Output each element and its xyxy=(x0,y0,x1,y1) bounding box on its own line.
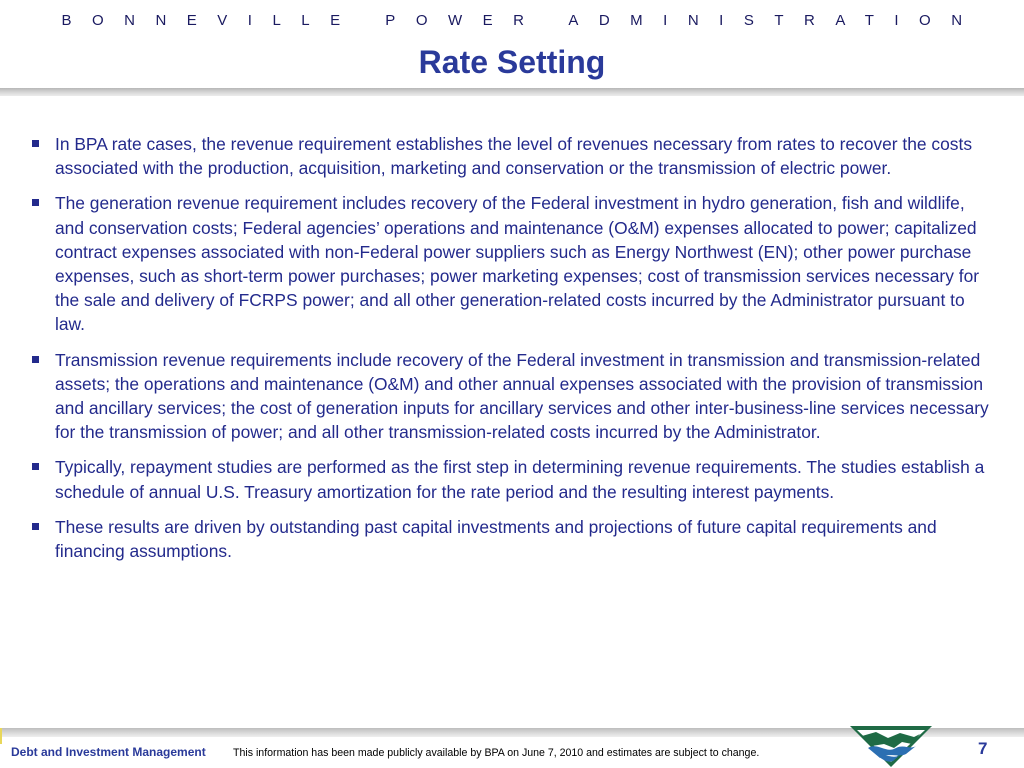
bullet-text: Transmission revenue requirements include recovery of the Federal investment in transmission and transmission-related assets; the operations and maintenance (O&M) and other annual expenses associated with the provision of transmission and ancillary services; the cost of generation inputs for ancillary services and other inter-business-line services necessary for the transmission of power; and all other transmission-related costs incurred by the Administrator. xyxy=(55,349,989,443)
page-number: 7 xyxy=(978,739,988,758)
footer-accent-mark xyxy=(0,728,2,744)
bullet-item xyxy=(32,515,992,563)
bullet-item xyxy=(32,348,992,445)
bullet-marker-icon xyxy=(32,463,39,470)
org-name-header: BONNEVILLE POWER ADMINISTRATION xyxy=(61,12,983,29)
slide-title: Rate Setting xyxy=(418,44,606,80)
bullet-marker-icon xyxy=(32,356,39,363)
bullet-marker-icon xyxy=(32,523,39,530)
bullet-marker-icon xyxy=(32,199,39,206)
footer-disclaimer: This information has been made publicly available by BPA on June 7, 2010 and estimates are subject to change. xyxy=(233,747,760,759)
bullet-text: Typically, repayment studies are performed as the first step in determining revenue requirements. The studies establish a schedule of annual U.S. Treasury amortization for the rate period and the resulting interest payments. xyxy=(55,457,985,502)
bullet-item xyxy=(32,132,992,180)
bullet-text: In BPA rate cases, the revenue requirement establishes the level of revenues necessary from rates to recover the costs associated with the production, acquisition, marketing and conservation or the transmission of electric power. xyxy=(55,134,973,179)
bullet-text: These results are driven by outstanding past capital investments and projections of future capital requirements and financing assumptions. xyxy=(55,516,937,562)
bullet-text: The generation revenue requirement includes recovery of the Federal investment in hydro generation, fish and wildlife, and conservation costs; Federal agencies’ operations and maintenance (O&M) expenses allocated to power; capitalized contract expenses associated with non-Federal power suppliers such as Energy Northwest (EN); other power purchase expenses, such as short-term power purchases; power marketing expenses; cost of transmission services necessary for the sale and delivery of FCRPS power; and all other generation-related costs incurred by the Administrator pursuant to law. xyxy=(55,193,980,335)
bullet-item xyxy=(32,455,992,503)
bullet-item xyxy=(32,191,992,336)
bpa-logo-icon xyxy=(848,724,934,768)
footer-department: Debt and Investment Management xyxy=(11,745,206,759)
bullet-marker-icon xyxy=(32,140,39,147)
header-divider xyxy=(0,88,1024,96)
bullet-list xyxy=(32,132,992,574)
